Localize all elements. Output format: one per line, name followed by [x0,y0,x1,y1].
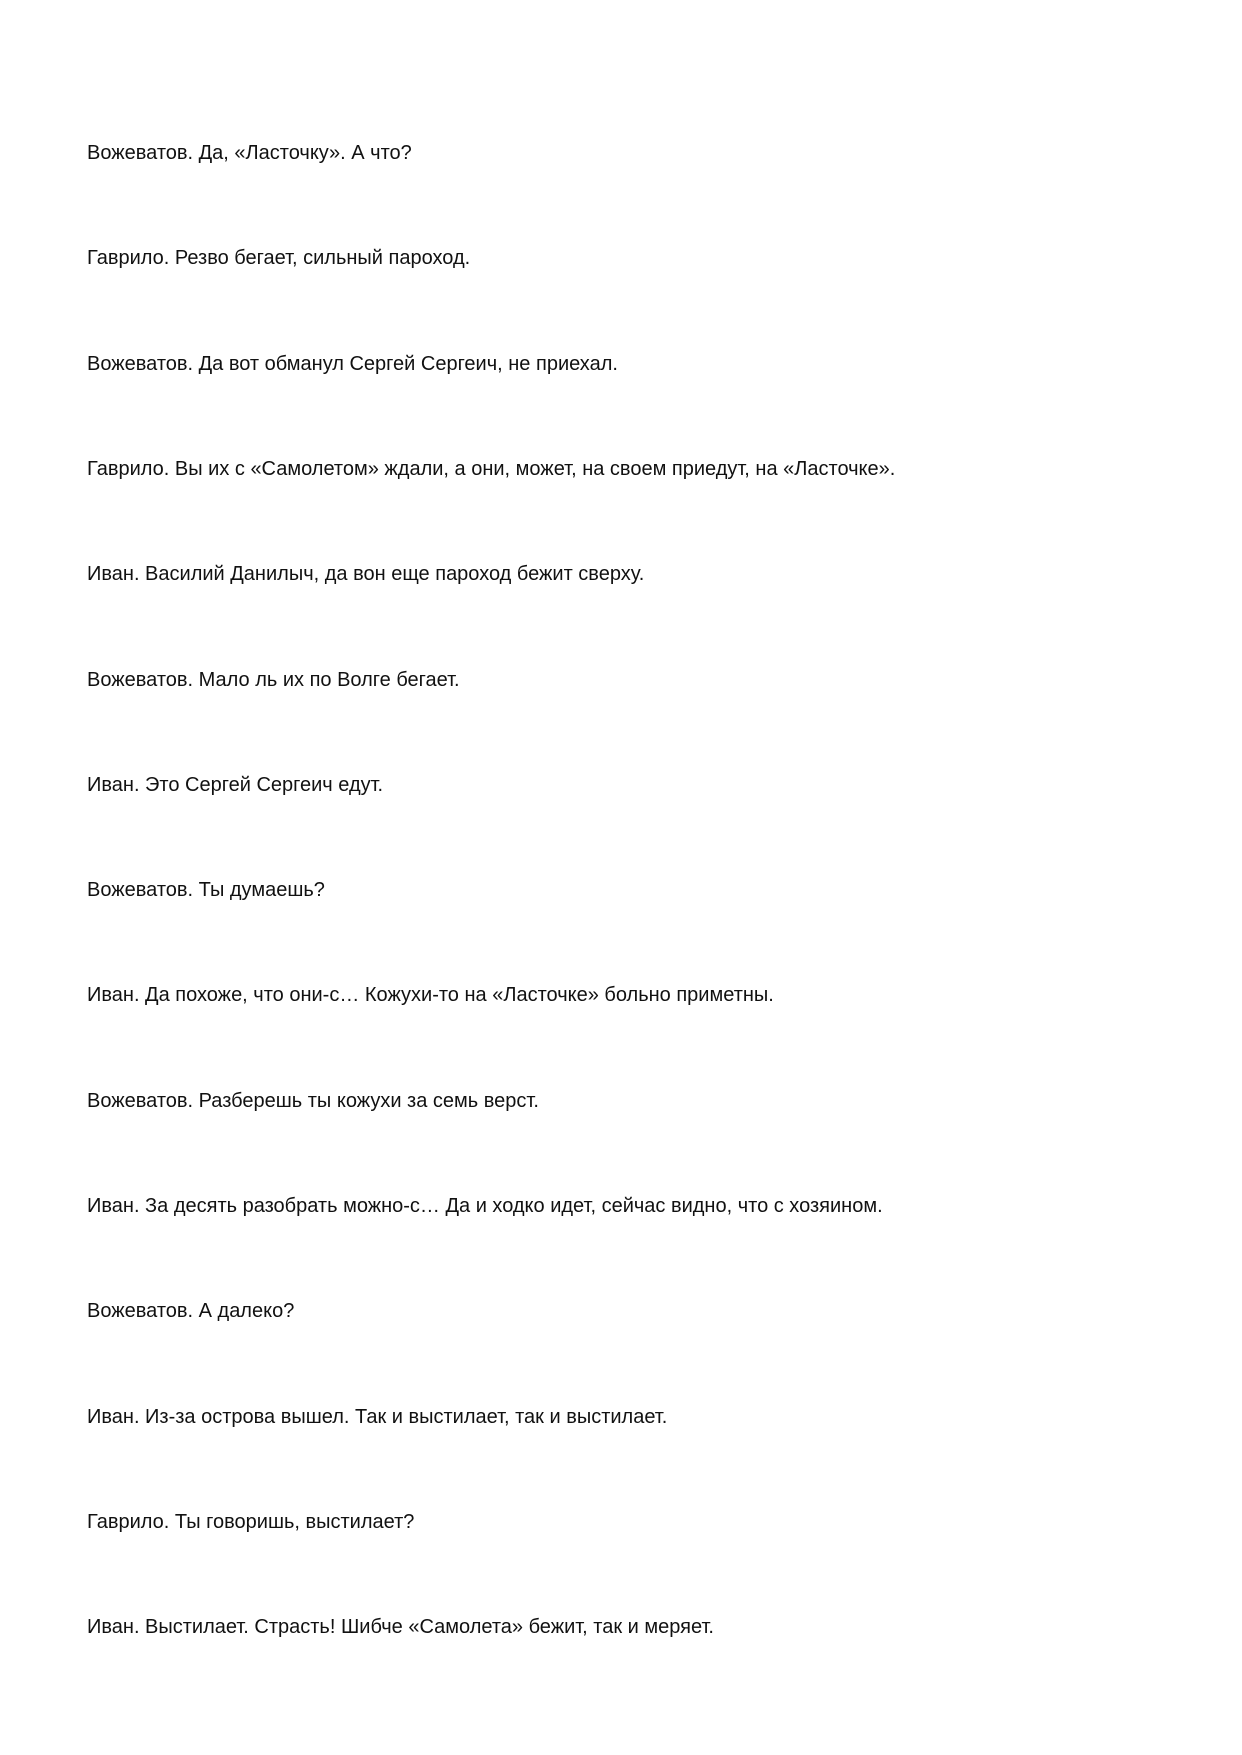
dialogue-line: Иван. Да похоже, что они-с… Кожухи-то на «Ласточке» больно приметны. [87,984,774,1006]
dialogue-line: Иван. Василий Данилыч, да вон еще пароход бежит сверху. [87,563,645,585]
dialogue-line: Иван. Из-за острова вышел. Так и выстилает, так и выстилает. [87,1406,668,1428]
dialogue-line: Иван. Выстилает. Страсть! Шибче «Самолета» бежит, так и меряет. [87,1616,714,1638]
dialogue-line: Гаврило. Вы их с «Самолетом» ждали, а они, может, на своем приедут, на «Ласточке». [87,458,896,480]
dialogue-line: Гаврило. Резво бегает, сильный пароход. [87,247,471,269]
dialogue-line: Вожеватов. Разберешь ты кожухи за семь верст. [87,1090,539,1112]
dialogue-line: Иван. За десять разобрать можно-с… Да и ходко идет, сейчас видно, что с хозяином. [87,1195,883,1217]
dialogue-line: Вожеватов. Да вот обманул Сергей Сергеич, не приехал. [87,353,618,375]
dialogue-line: Иван. Это Сергей Сергеич едут. [87,774,384,796]
dialogue-line: Вожеватов. А далеко? [87,1300,295,1322]
dialogue-line: Гаврило. Ты говоришь, выстилает? [87,1511,415,1533]
dialogue-line: Вожеватов. Ты думаешь? [87,879,325,901]
dialogue-line: Вожеватов. Мало ль их по Волге бегает. [87,669,460,691]
dialogue-line: Вожеватов. Да, «Ласточку». А что? [87,142,412,164]
